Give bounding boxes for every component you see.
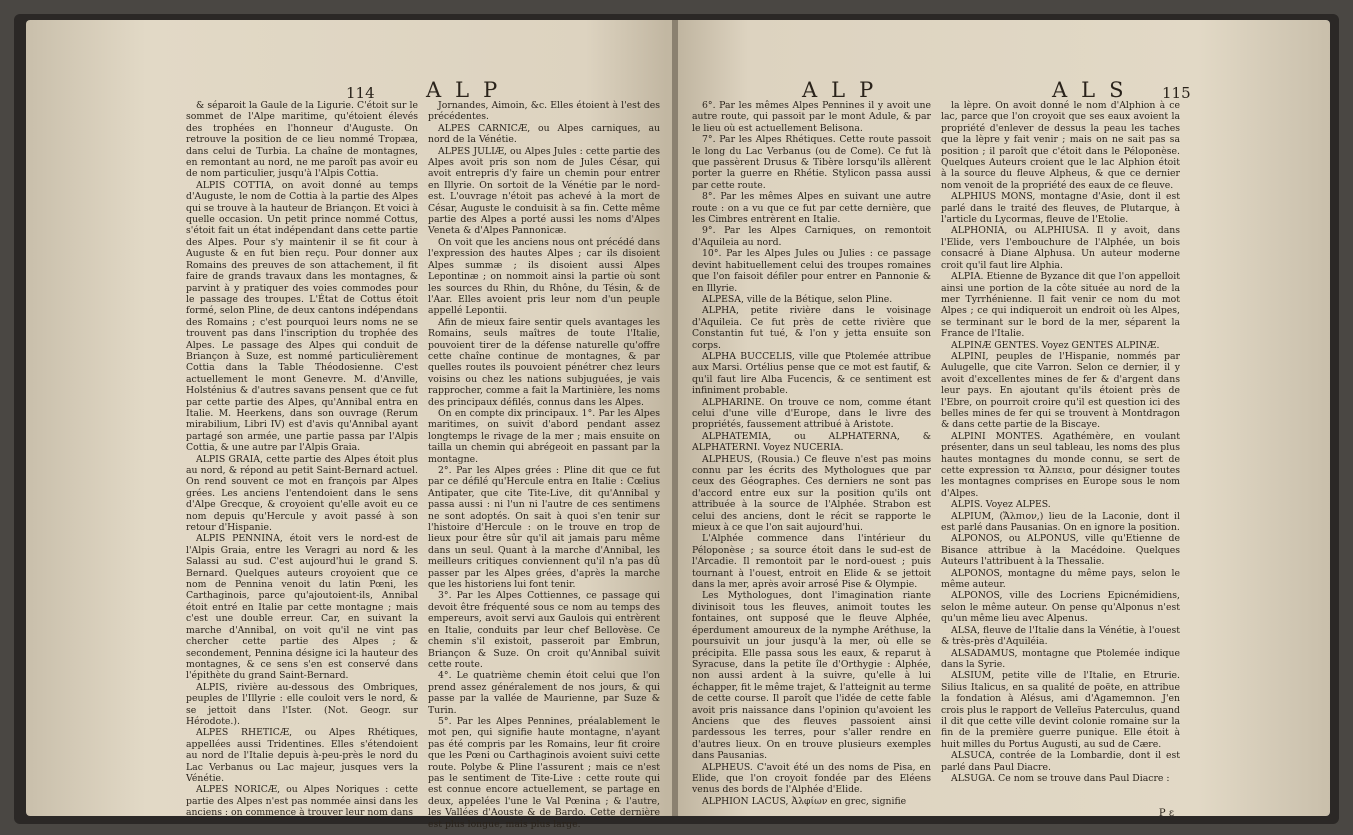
paragraph: ALSADAMUS, montagne que Ptolemée indique dans la Syrie.: [941, 647, 1180, 670]
paragraph: On voit que les anciens nous ont précédé dans l'expression des hautes Alpes ; car ils disoient Alpes summæ ; ils disoient aussi Alpes Lepontinæ ; on nommoit ainsi la partie où sont les sources du Rhin, du Rhône, du Tésin, & de l'Aar. Elles avoient pris leur nom d'un peuple appellé Lepontii.: [428, 236, 660, 317]
paragraph: Jornandes, Aimoin, &c. Elles étoient à l'est des précédentes.: [428, 100, 660, 123]
paragraph: ALPHARINE. On trouve ce nom, comme étant celui d'une ville d'Europe, dans le livre des propriétés, faussement attribué à Aristote.: [692, 396, 931, 431]
paragraph: ALPIS. Voyez ALPES.: [951, 499, 1051, 511]
running-head-left: ALP: [426, 78, 512, 102]
running-head-left: ALP: [802, 78, 888, 102]
paragraph: Afin de mieux faire sentir quels avantages les Romains, seuls maîtres de toute l'Italie, pouvoient tirer de la défense naturelle qu'offre cette chaîne continue de montagnes, & par quelles routes ils pouvoient pénétrer chez leurs voisins ou chez les nations subjuguées, je vais rapprocher, comme a fait la Martinière, les noms des principaux défilés, connus dans les Alpes.: [428, 316, 660, 408]
paragraph: ALPHONIA, ou ALPHIUSA. Il y avoit, dans l'Elide, vers l'embouchure de l'Alphée, un bois consacré à Diane Alphusa. Un auteur moderne croit qu'il faut lire Alphia.: [941, 225, 1180, 271]
paragraph: la lèpre. On avoit donné le nom d'Alphion à ce lac, parce que l'on croyoit que ses eaux avoient la propriété d'enlever de dessus la peau les taches que la lèpre y fait venir ; mais on ne sait pas sa position ; il paroît que c'étoit dans le Péloponèse. Quelques Auteurs croient que le lac Alphion étoit à la source du fleuve Alpheus, & que ce dernier nom venoit de la propriété des eaux de ce fleuve.: [941, 100, 1180, 191]
left-column-1: [186, 100, 418, 830]
paragraph: On en compte dix principaux. 1°. Par les Alpes maritimes, on suivit d'abord pendant assez longtemps le rivage de la mer ; mais ensuite on tailla un chemin qui abrégeoit en passant par la montagne.: [428, 407, 660, 465]
right-page: [678, 20, 1330, 820]
paragraph: ALPONOS, montagne du même pays, selon le même auteur.: [941, 567, 1180, 591]
paragraph: ALSA, fleuve de l'Italie dans la Vénétie, à l'ouest & très-près d'Aquiléia.: [941, 624, 1180, 648]
left-page-header: [186, 68, 660, 100]
paragraph: 6°. Par les mêmes Alpes Pennines il y avoit une autre route, qui passoit par le mont Adule, & par le lieu où est actuellement Belisona.: [692, 100, 931, 134]
paragraph: 3°. Par les Alpes Cottiennes, ce passage qui devoit être fréquenté sous ce nom au temps des empereurs, avoit servi aux Gaulois qui entrèrent en Italie, conduits par leur chef Bellovèse. Ce chemin s'il existoit, passeroit par Embrun, Briançon & Suze. On croit qu'Annibal suivit cette route.: [428, 590, 660, 670]
paragraph: ALPHA BUCCELIS, ville que Ptolemée attribue aux Marsi. Ortélius pense que ce mot est fautif, & qu'il faut lire Alba Fucencis, & ce sentiment est infiniment probable.: [692, 350, 931, 397]
page-number: 115: [1162, 84, 1191, 102]
left-page: [26, 20, 674, 830]
paragraph: ALPHIUS MONS, montagne d'Asie, dont il est parlé dans le traité des fleuves, de Plutarque, à l'article du Lycormas, fleuve de l'Etolie.: [941, 191, 1180, 226]
paragraph: 10°. Par les Alpes Jules ou Julies : ce passage devint habituellement celui des troupes romaines que l'on faisoit défiler pour entrer en Pannonie & en Illyrie.: [692, 248, 931, 294]
paragraph: ALPES RHETICÆ, ou Alpes Rhétiques, appellées aussi Tridentines. Elles s'étendoient au nord de l'Italie depuis à-peu-près le nord du Lac Verbanus ou Lac majeur, jusques vers la Vénétie.: [186, 727, 418, 784]
paragraph: 4°. Le quatrième chemin étoit celui que l'on prend assez généralement de nos jours, & qui passe par la vallée de Maurienne, par Suze & Turin.: [428, 670, 660, 716]
paragraph: ALPIS PENNINA, étoit vers le nord-est de l'Alpis Graia, entre les Veragri au nord & les Salassi au sud. C'est aujourd'hui le grand S. Bernard. Quelques auteurs croyoient que ce nom de Pennina venoit du latin Pœni, les Carthaginois, parce qu'ajoutoient-ils, Annibal étoit entré en Italie par cette montagne ; mais c'est une double erreur. Car, en suivant la marche d'Annibal, on voit qu'il ne vint pas chercher cette partie des Alpes ; & secondement, Pennina désigne ici la hauteur des montagnes, & ce sens s'en est conservé dans l'épithète du grand Saint-Bernard.: [186, 533, 418, 682]
paragraph: ALPHATEMIA, ou ALPHATERNA, & ALPHATERNI. Voyez NUCERIA.: [692, 430, 931, 454]
paragraph: 8°. Par les mêmes Alpes en suivant une autre route : on a vu que ce fut par cette dernière, que les Cimbres entrèrent en Italie.: [692, 191, 931, 226]
paragraph: ALPHA, petite rivière dans le voisinage d'Aquileia. Ce fut près de cette rivière que Constantin fut tué, & l'on y jetta ensuite son corps.: [692, 305, 931, 351]
paragraph: 5°. Par les Alpes Pennines, préalablement le mot pen, qui signifie haute montagne, n'ayant pas été compris par les Romains, leur fit croire que les Pœni ou Carthaginois avoient suivi cette route. Polybe & Pline l'assurent ; mais ce n'est pas le sentiment de Tite-Live : cette route qui est connue encore actuellement, se partage en deux, appelées l'une le Val Pœnina ; & l'autre, les Vallées d'Aouste & de Bardo. Cette dernière est plus longue, mais plus large.: [428, 715, 660, 830]
paragraph: 9°. Par les Alpes Carniques, on remontoit d'Aquileia au nord.: [692, 225, 931, 248]
paragraph: ALPHEUS. C'avoit été un des noms de Pisa, en Elide, que l'on croyoit fondée par des Eléens venus des bords de l'Alphée d'Elide.: [692, 761, 931, 796]
paragraph: ALPINI MONTES. Agathémère, en voulant présenter, dans un seul tableau, les noms des plus hautes montagnes du monde connu, se sert de cette expression τα Ἀλπεια, pour désigner toutes les montagnes comprises en Europe sous le nom d'Alpes.: [941, 430, 1180, 499]
paragraph: L'Alphée commence dans l'intérieur du Péloponèse ; sa source étoit dans le sud-est de l'Arcadie. Il remontoit par le nord-ouest ; puis tournant à l'ouest, entroit en Elide & se jettoit dans la mer, après avoir arrosé Pise & Olympie.: [692, 533, 931, 591]
paragraph: ALPES CARNICÆ, ou Alpes carniques, au nord de la Vénétie.: [428, 122, 660, 146]
paragraph: ALSUCA, contrée de la Lombardie, dont il est parlé dans Paul Diacre.: [941, 750, 1180, 773]
right-column-2: [941, 100, 1180, 807]
page-number: 114: [346, 84, 375, 102]
paragraph: ALPES NORICÆ, ou Alpes Noriques : cette partie des Alpes n'est pas nommée ainsi dans les anciens : on commence à trouver leur nom dans: [186, 784, 418, 819]
paragraph: ALPONOS, ville des Locriens Epicnémidiens, selon le même auteur. On pense qu'Alponus n'est qu'un même lieu avec Alpenus.: [941, 590, 1180, 625]
right-column-1: [692, 100, 931, 807]
signature-mark: P ε: [1158, 808, 1174, 820]
paragraph: ALSUGA. Ce nom se trouve dans Paul Diacre :: [951, 772, 1170, 784]
open-book: [14, 14, 1339, 830]
paragraph: ALPHION LACUS, Ἀλφίων en grec, signifie: [702, 795, 907, 807]
paragraph: ALPIS GRAIA, cette partie des Alpes étoit plus au nord, & répond au petit Saint-Bernard actuel. On rend souvent ce mot en françois par Alpes grées. Les anciens l'entendoient dans le sens d'Alpe Grecque, & croyoient qu'elle avoit eu ce nom depuis qu'Hercule y avoit passé à son retour d'Hispanie.: [186, 453, 418, 534]
paragraph: ALPONOS, ou ALPONUS, ville qu'Etienne de Bisance attribue à la Macédoine. Quelques Auteurs l'attribuent à la Thessalie.: [941, 533, 1180, 568]
paragraph: ALPHEUS, (Rousia.) Ce fleuve n'est pas moins connu par les écrits des Mythologues que par ceux des Géographes. Ces derniers ne sont pas d'accord entre eux sur la position qu'ils ont attribuée à la source de l'Alphée. Strabon est celui des anciens, dont le récit se rapporte le mieux à ce que l'on sait aujourd'hui.: [692, 453, 931, 534]
paragraph: Les Mythologues, dont l'imagination riante divinisoit tous les fleuves, animoit toutes les fontaines, ont supposé que le fleuve Alphée, éperdument amoureux de la nymphe Aréthuse, la poursuivit un jour jusqu'à la mer, où elle se précipita. Elle passa sous les eaux, & reparut à Syracuse, dans la petite île d'Orthygie : Alphée, non aussi ardent à la suivre, qu'elle à lui échapper, fit le même trajet, & l'atteignit au terme de cette course. Il paroît que l'idée de cette fable avoit pris naissance dans l'opinion qu'avoient les Anciens que des fleuves passoient ainsi pardessous les terres, pour s'aller rendre en d'autres lieux. On en trouve plusieurs exemples dans Pausanias.: [692, 590, 931, 762]
paragraph: ALPINÆ GENTES. Voyez GENTES ALPINÆ.: [951, 339, 1160, 351]
paragraph: ALPES JULIÆ, ou Alpes Jules : cette partie des Alpes avoit pris son nom de Jules César, qui avoit entrepris d'y faire un chemin pour entrer en Illyrie. On sortoit de la Vénétie par le nord-est. L'ouvrage n'étoit pas achevé à la mort de César, Auguste le conduisit à sa fin. Cette même partie des Alpes a porté aussi les noms d'Alpes Veneta & d'Alpes Pannonicæ.: [428, 145, 660, 237]
paragraph: ALPIA. Etienne de Byzance dit que l'on appelloit ainsi une portion de la côte située au nord de la mer Tyrrhénienne. Il fait venir ce nom du mot Alpes ; ce qui indiqueroit un endroit où les Alpes, se terminant sur le bord de la mer, séparent la France de l'Italie.: [941, 271, 1180, 340]
paragraph: ALPIS, rivière au-dessous des Ombriques, peuples de l'Illyrie : elle couloit vers le nord, & se jettoit dans l'Ister. (Not. Geogr. sur Hérodote.).: [186, 681, 418, 727]
paragraph: 7°. Par les Alpes Rhétiques. Cette route passoit le long du Lac Verbanus (ou de Come). Ce fut là que passèrent Drusus & Tibère lorsqu'ils allèrent porter la guerre en Rhétie. Stylicon passa aussi par cette route.: [692, 134, 931, 191]
paragraph: ALSIUM, petite ville de l'Italie, en Etrurie. Silius Italicus, en sa qualité de poëte, en attribue la fondation à Alésus, ami d'Agamemnon. J'en crois plus le rapport de Velleïus Paterculus, quand il dit que cette ville devint colonie romaine sur la fin de la première guerre punique. Elle étoit à huit milles du Portus Augusti, au sud de Cære.: [941, 670, 1180, 750]
right-page-header: [692, 68, 1191, 102]
paragraph: ALPESA, ville de la Bétique, selon Pline.: [702, 293, 893, 305]
paragraph: & séparoit la Gaule de la Ligurie. C'étoit sur le sommet de l'Alpe maritime, qu'étoient élevés des trophées en l'honneur d'Auguste. On retrouve la position de ce lieu nommé Tropæa, dans celui de Turbia. La chaîne de montagnes, en remontant au nord, ne me paroît pas avoir eu de nom particulier, jusqu'à l'Alpis Cottia.: [186, 100, 418, 180]
paragraph: 2°. Par les Alpes grées : Pline dit que ce fut par ce défilé qu'Hercule entra en Italie : Cœlius Antipater, que cite Tite-Live, dit qu'Annibal y passa aussi : ni l'un ni l'autre de ces sentimens ne sont adoptés. On sait à quoi s'en tenir sur l'histoire d'Hercule : on le trouve en trop de lieux pour être sûr qu'il ait jamais paru même dans un seul. Quant à la marche d'Annibal, les meilleurs critiques conviennent qu'il n'a pas dû passer par les Alpes grées, d'après la marche que les historiens lui font tenir.: [428, 465, 660, 591]
left-column-2: [428, 100, 660, 830]
paragraph: ALPIS COTTIA, on avoit donné au temps d'Auguste, le nom de Cottia à la partie des Alpes qui se trouve à la hauteur de Briançon. Et voici à quelle occasion. Un petit prince nommé Cottus, s'étoit fait un état indépendant dans cette partie des Alpes. Pour s'y maintenir il se fit cour à Auguste & en fut bien reçu. Pour donner aux Romains des preuves de son attachement, il fit faire de grands travaux dans les montagnes, & parvint à y pratiquer des voies commodes pour le passage des troupes. L'État de Cottus étoit formé, selon Pline, de deux cantons indépendans des Romains ; c'est pourquoi leurs noms ne se trouvent pas dans l'inscription du trophée des Alpes. Le passage des Alpes qui conduit de Briançon à Suze, est nommé particulièrement Cottia dans la Table Théodosienne. C'est actuellement le mont Genevre. M. d'Anville, Holsténius & d'autres savans pensent que ce fut par cette partie des Alpes, qu'Annibal entra en Italie. M. Heerkens, dans son ouvrage (Rerum mirabilium, Libri IV) est d'avis qu'Annibal ayant partagé son armée, une partie passa par l'Alpis Cottia, & une autre par l'Alpis Graia.: [186, 179, 418, 454]
paragraph: ALPIUM, (Ἄλπιον,) lieu de la Laconie, dont il est parlé dans Pausanias. On en ignore la position.: [941, 510, 1180, 534]
paragraph: ALPINI, peuples de l'Hispanie, nommés par Aulugelle, que cite Varron. Selon ce dernier, il y avoit d'excellentes mines de fer & d'argent dans leur pays. En ajoutant qu'ils étoient près de l'Ebre, on pourroit croire qu'il est question ici des belles mines de fer qui se trouvent à Montdragon & dans cette partie de la Biscaye.: [941, 350, 1180, 431]
running-head-right: ALS: [1052, 78, 1138, 102]
